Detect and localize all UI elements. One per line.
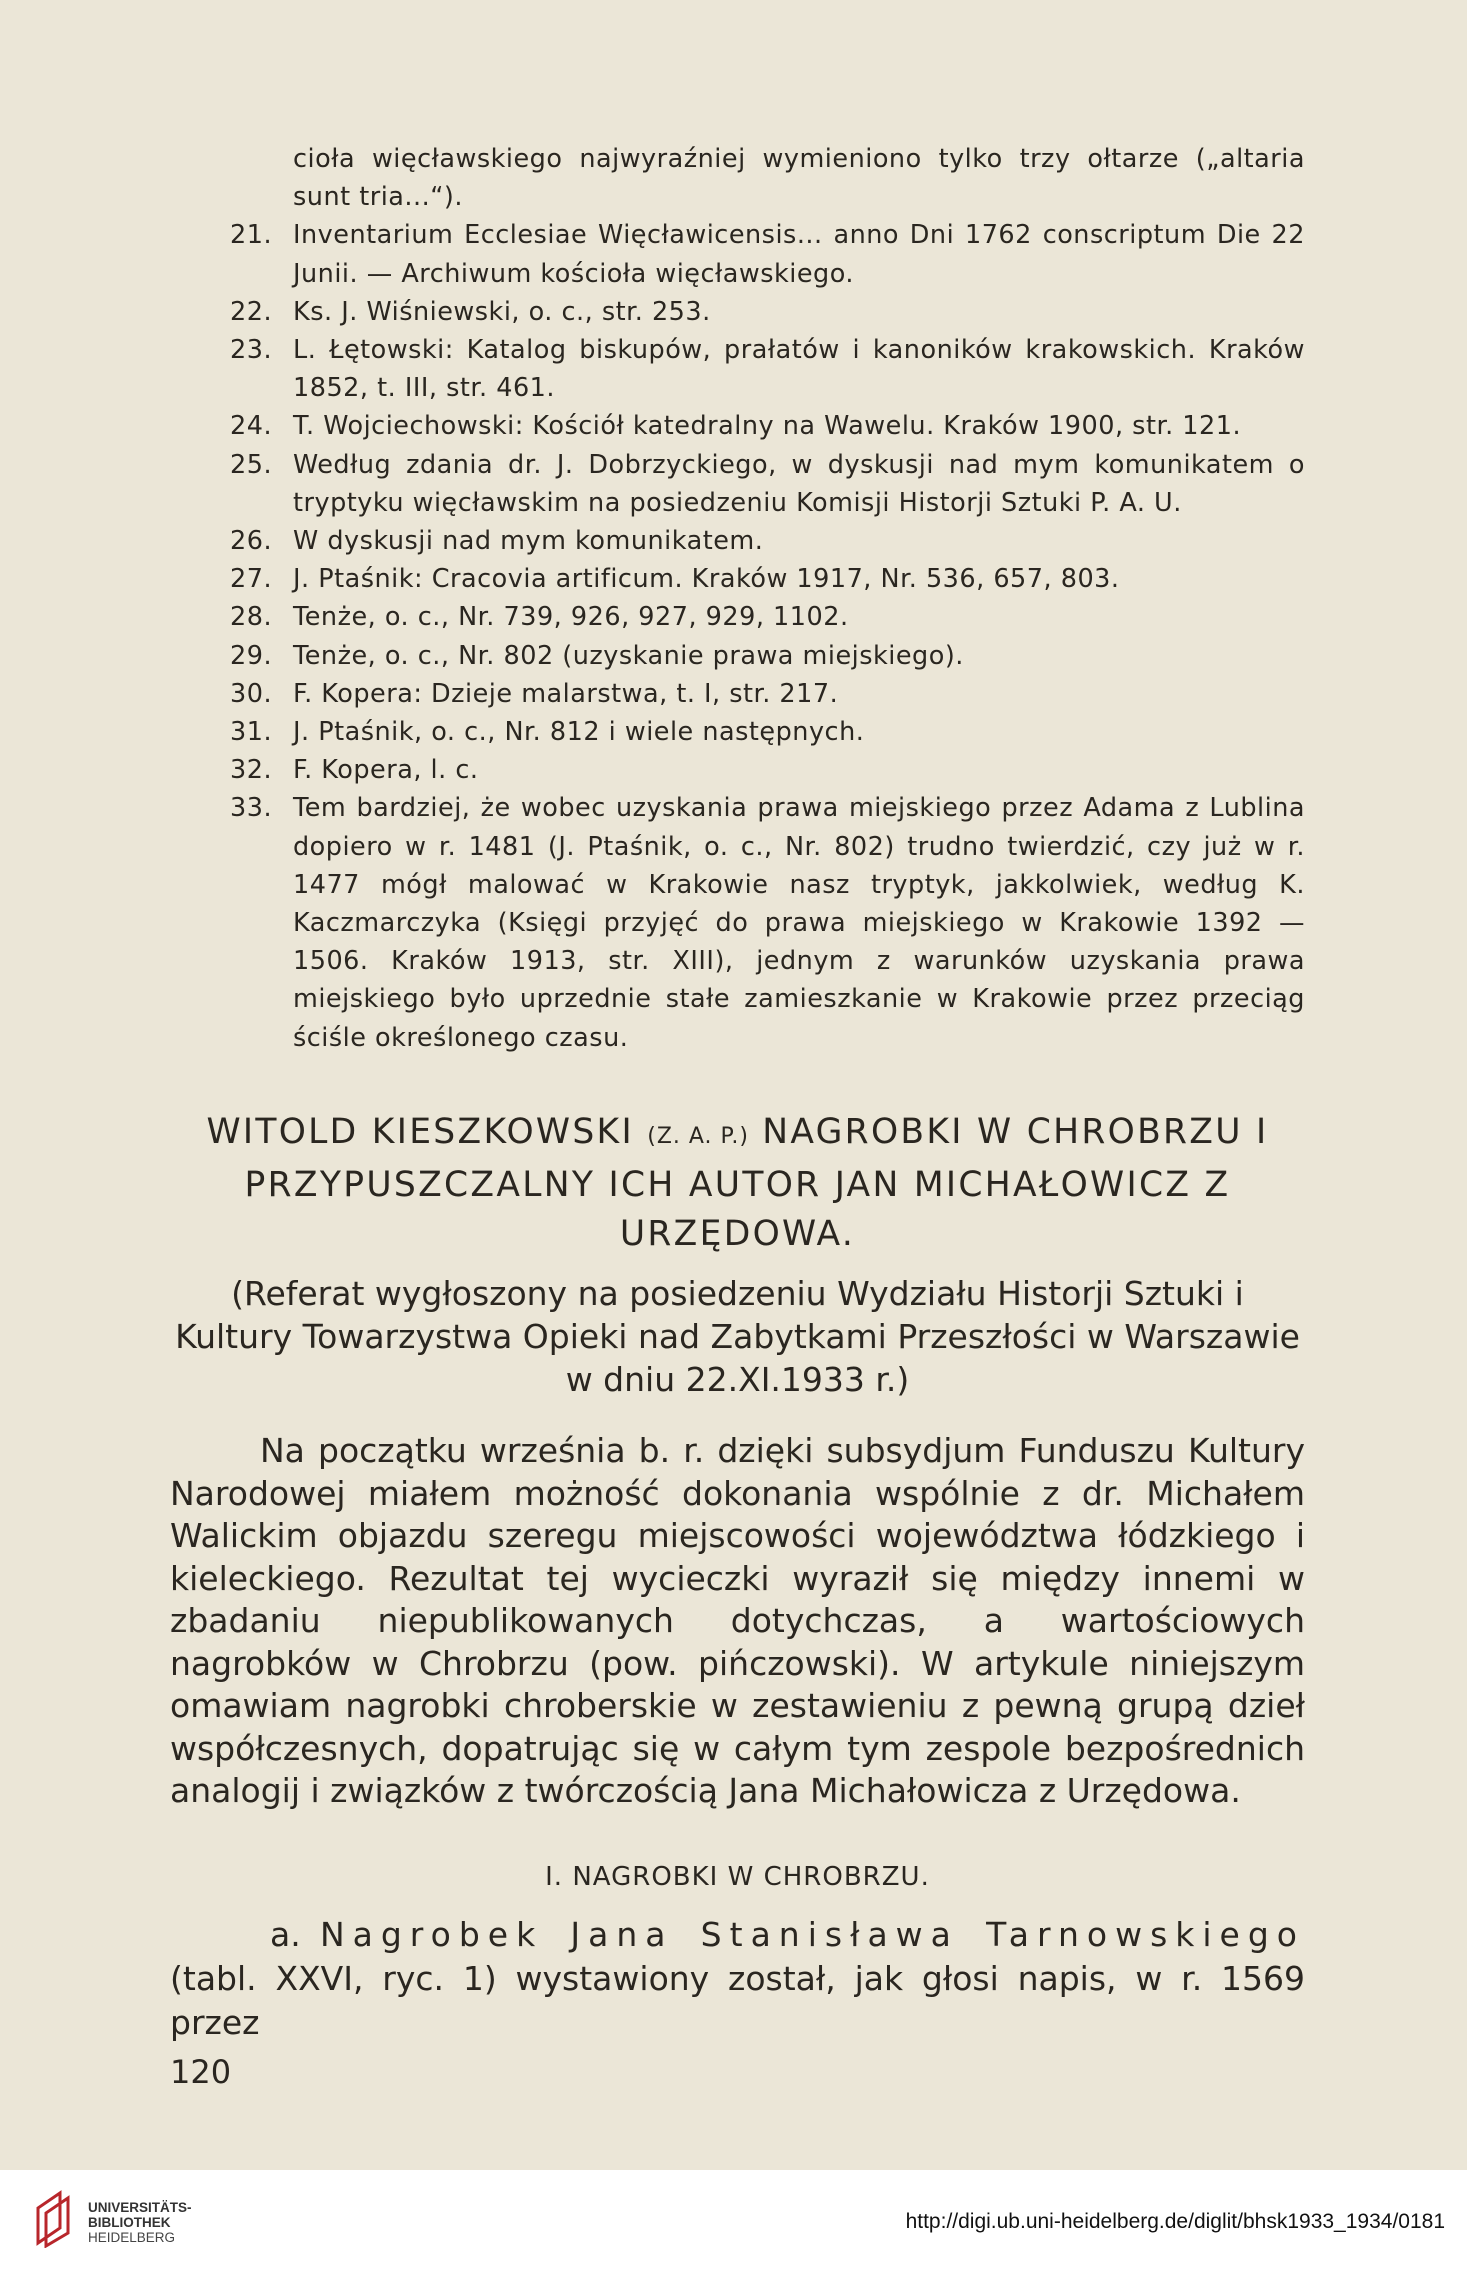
- footnote-26: [230, 522, 1305, 560]
- footnote-text: Tenże, o. c., Nr. 739, 926, 927, 929, 1102.: [293, 602, 849, 633]
- footnote-number: 29.: [230, 640, 273, 671]
- library-line-3: HEIDELBERG: [88, 2230, 176, 2245]
- article-author: WITOLD KIESZKOWSKI: [206, 1112, 634, 1152]
- footnote-text: Tem bardziej, że wobec uzyskania prawa miejskiego przez Adama z Lublina dopiero w r. 1481 (J. Ptaśnik, o. c., Nr. 802) trudno twierdzić, czy już w r. 1477 mógł malować w Krakowie nasz tryptyk, jakkolwiek, według K. Kaczmarczyka (Księgi przyjęć do prawa miejskiego w Krakowie 1392 — 1506. Kraków 1913, str. XIII), jednym z warunków uzyskania prawa miejskiego było uprzednie stałe zamieszkanie w Krakowie przez przeciąg ściśle określonego czasu.: [293, 793, 1305, 1053]
- footnote-25: [230, 446, 1305, 522]
- footnote-number: 22.: [230, 296, 273, 327]
- library-line-2: BIBLIOTHEK: [88, 2215, 171, 2230]
- footnote-text: J. Ptaśnik, o. c., Nr. 812 i wiele następnych.: [293, 717, 865, 748]
- body-paragraph-2: [170, 1913, 1305, 2045]
- author-note: (Z. A. P.): [647, 1124, 749, 1149]
- tomb-heading: Nagrobek Jana Stanisława Tarnowskiego: [319, 1915, 1305, 1954]
- library-name: [88, 2200, 192, 2245]
- footnote-number: 26.: [230, 526, 273, 557]
- footnote-text: W dyskusji nad mym komunikatem.: [293, 526, 764, 557]
- footnote-number: 25.: [230, 449, 273, 480]
- footnote-number: 32.: [230, 755, 273, 786]
- footnote-24: [230, 407, 1305, 445]
- footnote-number: 30.: [230, 678, 273, 709]
- footnote-text: Według zdania dr. J. Dobrzyckiego, w dyskusji nad mym komunikatem o tryptyku więcławskim na posiedzeniu Komisji Historji Sztuki P. A. U.: [293, 449, 1305, 518]
- footnote-number: 28.: [230, 602, 273, 633]
- footnote-33: [230, 789, 1305, 1056]
- footnote-text: F. Kopera, l. c.: [293, 755, 479, 786]
- article-title-text: NAGROBKI W CHROBRZU I PRZYPUSZCZALNY ICH AUTOR JAN MICHAŁOWICZ Z URZĘDOWA.: [244, 1112, 1269, 1254]
- footnote-number: 24.: [230, 411, 273, 442]
- footnote-number: 33.: [230, 793, 273, 824]
- footnote-27: [230, 560, 1305, 598]
- footnote-22: [230, 293, 1305, 331]
- footnote-23: [230, 331, 1305, 407]
- footnote-21: [230, 216, 1305, 292]
- footnote-number: 31.: [230, 717, 273, 748]
- footnote-text: Tenże, o. c., Nr. 802 (uzyskanie prawa miejskiego).: [293, 640, 964, 671]
- paragraph-label: a.: [270, 1915, 301, 1954]
- paragraph-rest: (tabl. XXVI, ryc. 1) wystawiony został, jak głosi napis, w r. 1569 przez: [170, 1959, 1305, 2042]
- library-line-1: UNIVERSITÄTS-: [88, 2200, 192, 2215]
- article-subtitle: (Referat wygłoszony na posiedzeniu Wydziału Historji Sztuki i Kultury Towarzystwa Opieki nad Zabytkami Przeszłości w Warszawie w dniu 22.XI.1933 r.): [175, 1274, 1300, 1399]
- page-number: 120: [170, 2053, 232, 2091]
- footnote-text: Ks. J. Wiśniewski, o. c., str. 253.: [293, 296, 711, 327]
- footnote-text: J. Ptaśnik: Cracovia artificum. Kraków 1917, Nr. 536, 657, 803.: [293, 564, 1120, 595]
- footnote-number: 27.: [230, 564, 273, 595]
- footnote-32: [230, 751, 1305, 789]
- footnotes: [230, 140, 1305, 1057]
- footnote-31: [230, 713, 1305, 751]
- footer-bar: [0, 2170, 1467, 2280]
- footnote-number: 23.: [230, 335, 273, 366]
- source-url-link[interactable]: http://digi.ub.uni-heidelberg.de/diglit/bhsk1933_1934/0181: [905, 2210, 1445, 2233]
- body-paragraph: Na początku września b. r. dzięki subsydjum Funduszu Kultury Narodowej miałem możność dokonania wspólnie z dr. Michałem Walickim objazdu szeregu miejscowości województwa łódzkiego i kieleckiego. Rezultat tej wycieczki wyraził się między innemi w zbadaniu niepublikowanych dotychczas, a wartościowych nagrobków w Chrobrzu (pow. pińczowski). W artykule niniejszym omawiam nagrobki chroberskie w zestawieniu z pewną grupą dzieł współczesnych, dopatrując się w całym tym zespole bezpośrednich analogij i związków z twórczością Jana Michałowicza z Urzędowa.: [170, 1431, 1305, 1810]
- section-heading: I. NAGROBKI W CHROBRZU.: [545, 1862, 930, 1892]
- footnote-text: T. Wojciechowski: Kościół katedralny na Wawelu. Kraków 1900, str. 121.: [293, 411, 1242, 442]
- footnote-30: [230, 675, 1305, 713]
- library-logo-icon: [30, 2188, 80, 2248]
- footnote-29: [230, 637, 1305, 675]
- footnote-continuation: cioła więcławskiego najwyraźniej wymieniono tylko trzy ołtarze („altaria sunt tria...“).: [293, 144, 1305, 213]
- footnote-28: [230, 598, 1305, 636]
- article-title: [170, 1108, 1305, 1259]
- footnote-text: Inventarium Ecclesiae Więcławicensis... anno Dni 1762 conscriptum Die 22 Junii. — Archiwum kościoła więcławskiego.: [293, 220, 1305, 289]
- footnote-text: L. Łętowski: Katalog biskupów, prałatów i kanoników krakowskich. Kraków 1852, t. III, str. 461.: [293, 335, 1305, 404]
- footnote-text: F. Kopera: Dzieje malarstwa, t. I, str. 217.: [293, 678, 839, 709]
- footnote-number: 21.: [230, 220, 273, 251]
